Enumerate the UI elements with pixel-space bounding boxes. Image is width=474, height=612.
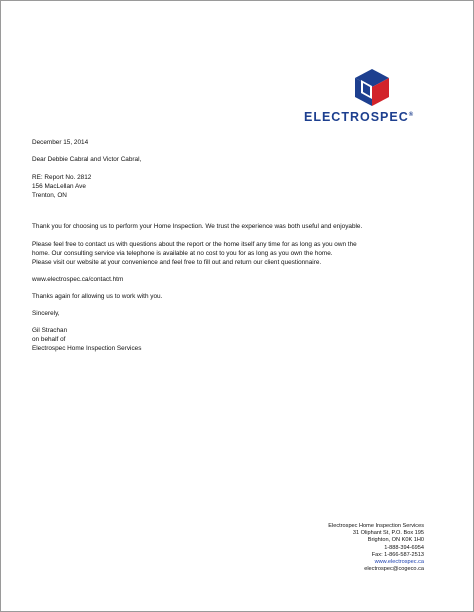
address-line-1: 156 MacLellan Ave <box>32 183 86 191</box>
paragraph-2-line: home. Our consulting service via telephone is available at no cost to you for as long as you own the home. <box>32 249 333 257</box>
footer-company: Electrospec Home Inspection Services <box>328 523 424 529</box>
company-logo <box>301 67 443 127</box>
cube-logo-icon <box>352 67 392 107</box>
thanks-line: Thanks again for allowing us to work with you. <box>32 292 163 300</box>
website-link[interactable]: www.electrospec.ca/contact.htm <box>32 275 124 283</box>
letter-body <box>32 138 447 353</box>
company-footer <box>204 523 424 573</box>
footer-fax: Fax: 1-866-587-2513 <box>371 551 424 558</box>
address-line-2: Trenton, ON <box>32 192 67 200</box>
footer-address-1: 31 Oliphant St, P.O. Box 195 <box>352 530 424 537</box>
on-behalf-line: on behalf of <box>32 336 66 344</box>
footer-email[interactable]: electrospec@cogeco.ca <box>364 566 424 573</box>
re-line: RE: Report No. 2812 <box>32 174 92 182</box>
footer-phone: 1-888-394-6954 <box>384 544 424 551</box>
salutation: Dear Debbie Cabral and Victor Cabral, <box>32 156 142 164</box>
footer-address-2: Brighton, ON K0K 1H0 <box>367 537 424 544</box>
paragraph-1: Thank you for choosing us to perform your Home Inspection. We trust the experience was both useful and enjoyable. <box>32 223 363 231</box>
logo-wordmark <box>304 110 444 124</box>
logo-name: ELECTROSPEC <box>304 110 409 124</box>
signer-name: Gil Strachan <box>32 327 68 335</box>
footer-website-link[interactable]: www.electrospec.ca <box>374 559 424 566</box>
paragraph-2-line: Please visit our website at your convenience and feel free to fill out and return our client questionnaire. <box>32 258 322 266</box>
closing: Sincerely, <box>32 310 60 318</box>
paragraph-2-line: Please feel free to contact us with questions about the report or the home itself any time for as long as you own the <box>32 240 357 248</box>
registered-mark: ® <box>408 111 415 118</box>
letter-date: December 15, 2014 <box>32 139 89 146</box>
signer-company: Electrospec Home Inspection Services <box>32 345 142 353</box>
